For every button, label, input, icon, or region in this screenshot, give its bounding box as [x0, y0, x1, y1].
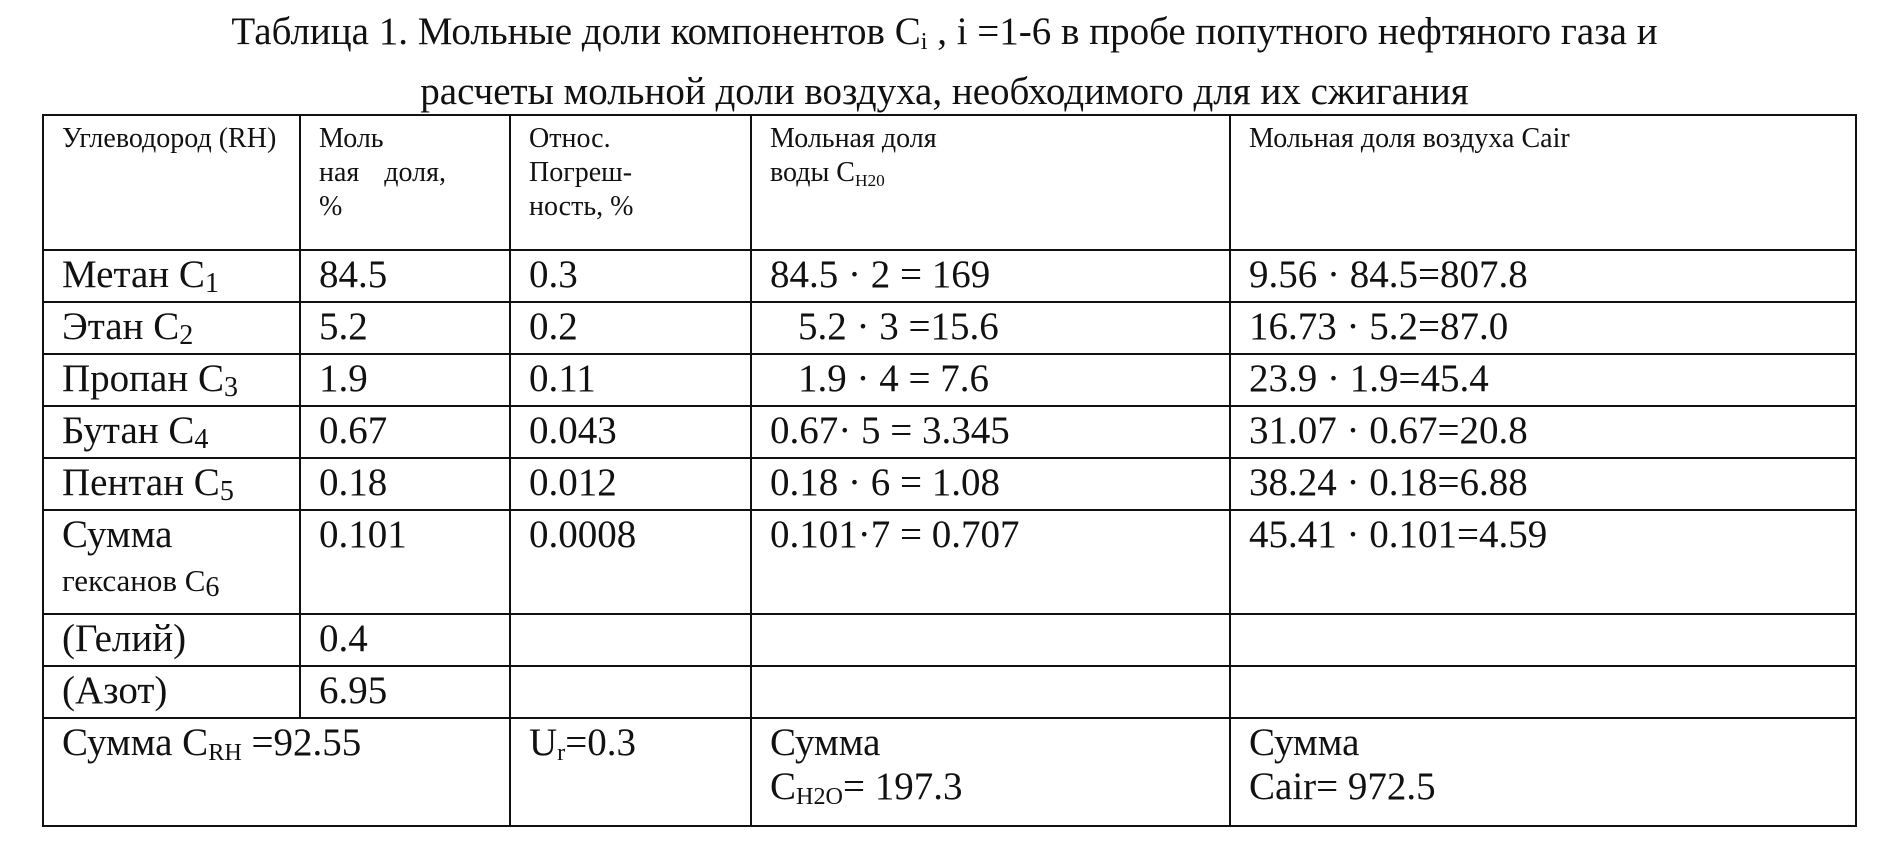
cell-water: 5.2 · 3 =15.6 — [751, 302, 1230, 354]
cell-water: 0.18 · 6 = 1.08 — [751, 458, 1230, 510]
table-row — [43, 406, 1856, 458]
header-row — [43, 115, 1856, 250]
cell-error — [510, 666, 751, 718]
cell-water: 1.9 · 4 = 7.6 — [751, 354, 1230, 406]
table-row — [43, 510, 1856, 614]
header-text: % — [319, 191, 343, 222]
total-uncertainty: $U_r=0.3$ — [510, 718, 751, 826]
cell-air: 45.41 · 0.101=4.59 — [1230, 510, 1856, 614]
cell-hydrocarbon: Пентан $C_5$ — [43, 458, 300, 510]
caption-text: , i =1-6 в пробе попутного нефтяного газа и — [927, 10, 1658, 53]
header-text: Погреш- — [529, 157, 633, 188]
cell-water: 0.67· 5 = 3.345 — [751, 406, 1230, 458]
header-hydrocarbon: Углеводород (RH) — [43, 115, 300, 250]
header-water-fraction — [751, 115, 1230, 250]
cell-hydrocarbon: Бутан $C_4$ — [43, 406, 300, 458]
caption-subscript: i — [920, 28, 928, 55]
cell-mole: 6.95 — [300, 666, 510, 718]
header-mole-fraction — [300, 115, 510, 250]
header-subscript: H20 — [854, 171, 885, 190]
table-row — [43, 354, 1856, 406]
cell-mole: 1.9 — [300, 354, 510, 406]
cell-air — [1230, 666, 1856, 718]
header-text: воды C — [770, 157, 855, 188]
cell-error: 0.0008 — [510, 510, 751, 614]
cell-water: 84.5 · 2 = 169 — [751, 250, 1230, 302]
cell-hydrocarbon: (Гелий) — [43, 614, 300, 666]
cell-mole: 0.4 — [300, 614, 510, 666]
total-air: Сумма Cair= 972.5 — [1230, 718, 1856, 826]
cell-mole: 0.67 — [300, 406, 510, 458]
cell-mole: 5.2 — [300, 302, 510, 354]
cell-mole: 84.5 — [300, 250, 510, 302]
caption-line-2: расчеты мольной доли воздуха, необходимого для их сжигания — [420, 70, 1469, 113]
cell-mole: 0.101 — [300, 510, 510, 614]
table-row — [43, 666, 1856, 718]
table-row — [43, 302, 1856, 354]
mole-fraction-table — [42, 114, 1857, 827]
header-text: ность, % — [529, 191, 634, 222]
cell-air: 16.73 · 5.2=87.0 — [1230, 302, 1856, 354]
totals-row — [43, 718, 1856, 826]
table-caption — [0, 2, 1889, 122]
cell-error: 0.11 — [510, 354, 751, 406]
cell-water: 0.101·7 = 0.707 — [751, 510, 1230, 614]
cell-water — [751, 666, 1230, 718]
cell-air: 38.24 · 0.18=6.88 — [1230, 458, 1856, 510]
cell-hydrocarbon: Метан $C_1$ — [43, 250, 300, 302]
header-air-fraction: Мольная доля воздуха Cair — [1230, 115, 1856, 250]
caption-line-1 — [0, 2, 1889, 62]
cell-air: 23.9 · 1.9=45.4 — [1230, 354, 1856, 406]
cell-hydrocarbon: (Азот) — [43, 666, 300, 718]
header-text: Моль — [319, 123, 384, 154]
header-text: Относ. — [529, 123, 611, 154]
cell-error: 0.3 — [510, 250, 751, 302]
caption-text: Таблица 1. Мольные доли компонентов C — [231, 10, 921, 53]
cell-error: 0.043 — [510, 406, 751, 458]
cell-mole: 0.18 — [300, 458, 510, 510]
cell-air: 31.07 · 0.67=20.8 — [1230, 406, 1856, 458]
cell-water — [751, 614, 1230, 666]
table-row — [43, 614, 1856, 666]
cell-hydrocarbon: Сумма гексанов $C_6$ — [43, 510, 300, 614]
total-water: Сумма $C_{H2O}= 197.3$ — [751, 718, 1230, 826]
header-text: Мольная доля — [770, 123, 937, 154]
cell-error: 0.012 — [510, 458, 751, 510]
cell-hydrocarbon: Пропан $C_3$ — [43, 354, 300, 406]
table-row — [43, 458, 1856, 510]
total-rh: Сумма $C_{RH} =92.55$ — [43, 718, 510, 826]
cell-hydrocarbon: Этан $C_2$ — [43, 302, 300, 354]
cell-air: 9.56 · 84.5=807.8 — [1230, 250, 1856, 302]
header-text: ная доля, — [319, 157, 447, 188]
cell-error: 0.2 — [510, 302, 751, 354]
cell-error — [510, 614, 751, 666]
cell-air — [1230, 614, 1856, 666]
header-relative-error — [510, 115, 751, 250]
table-row — [43, 250, 1856, 302]
